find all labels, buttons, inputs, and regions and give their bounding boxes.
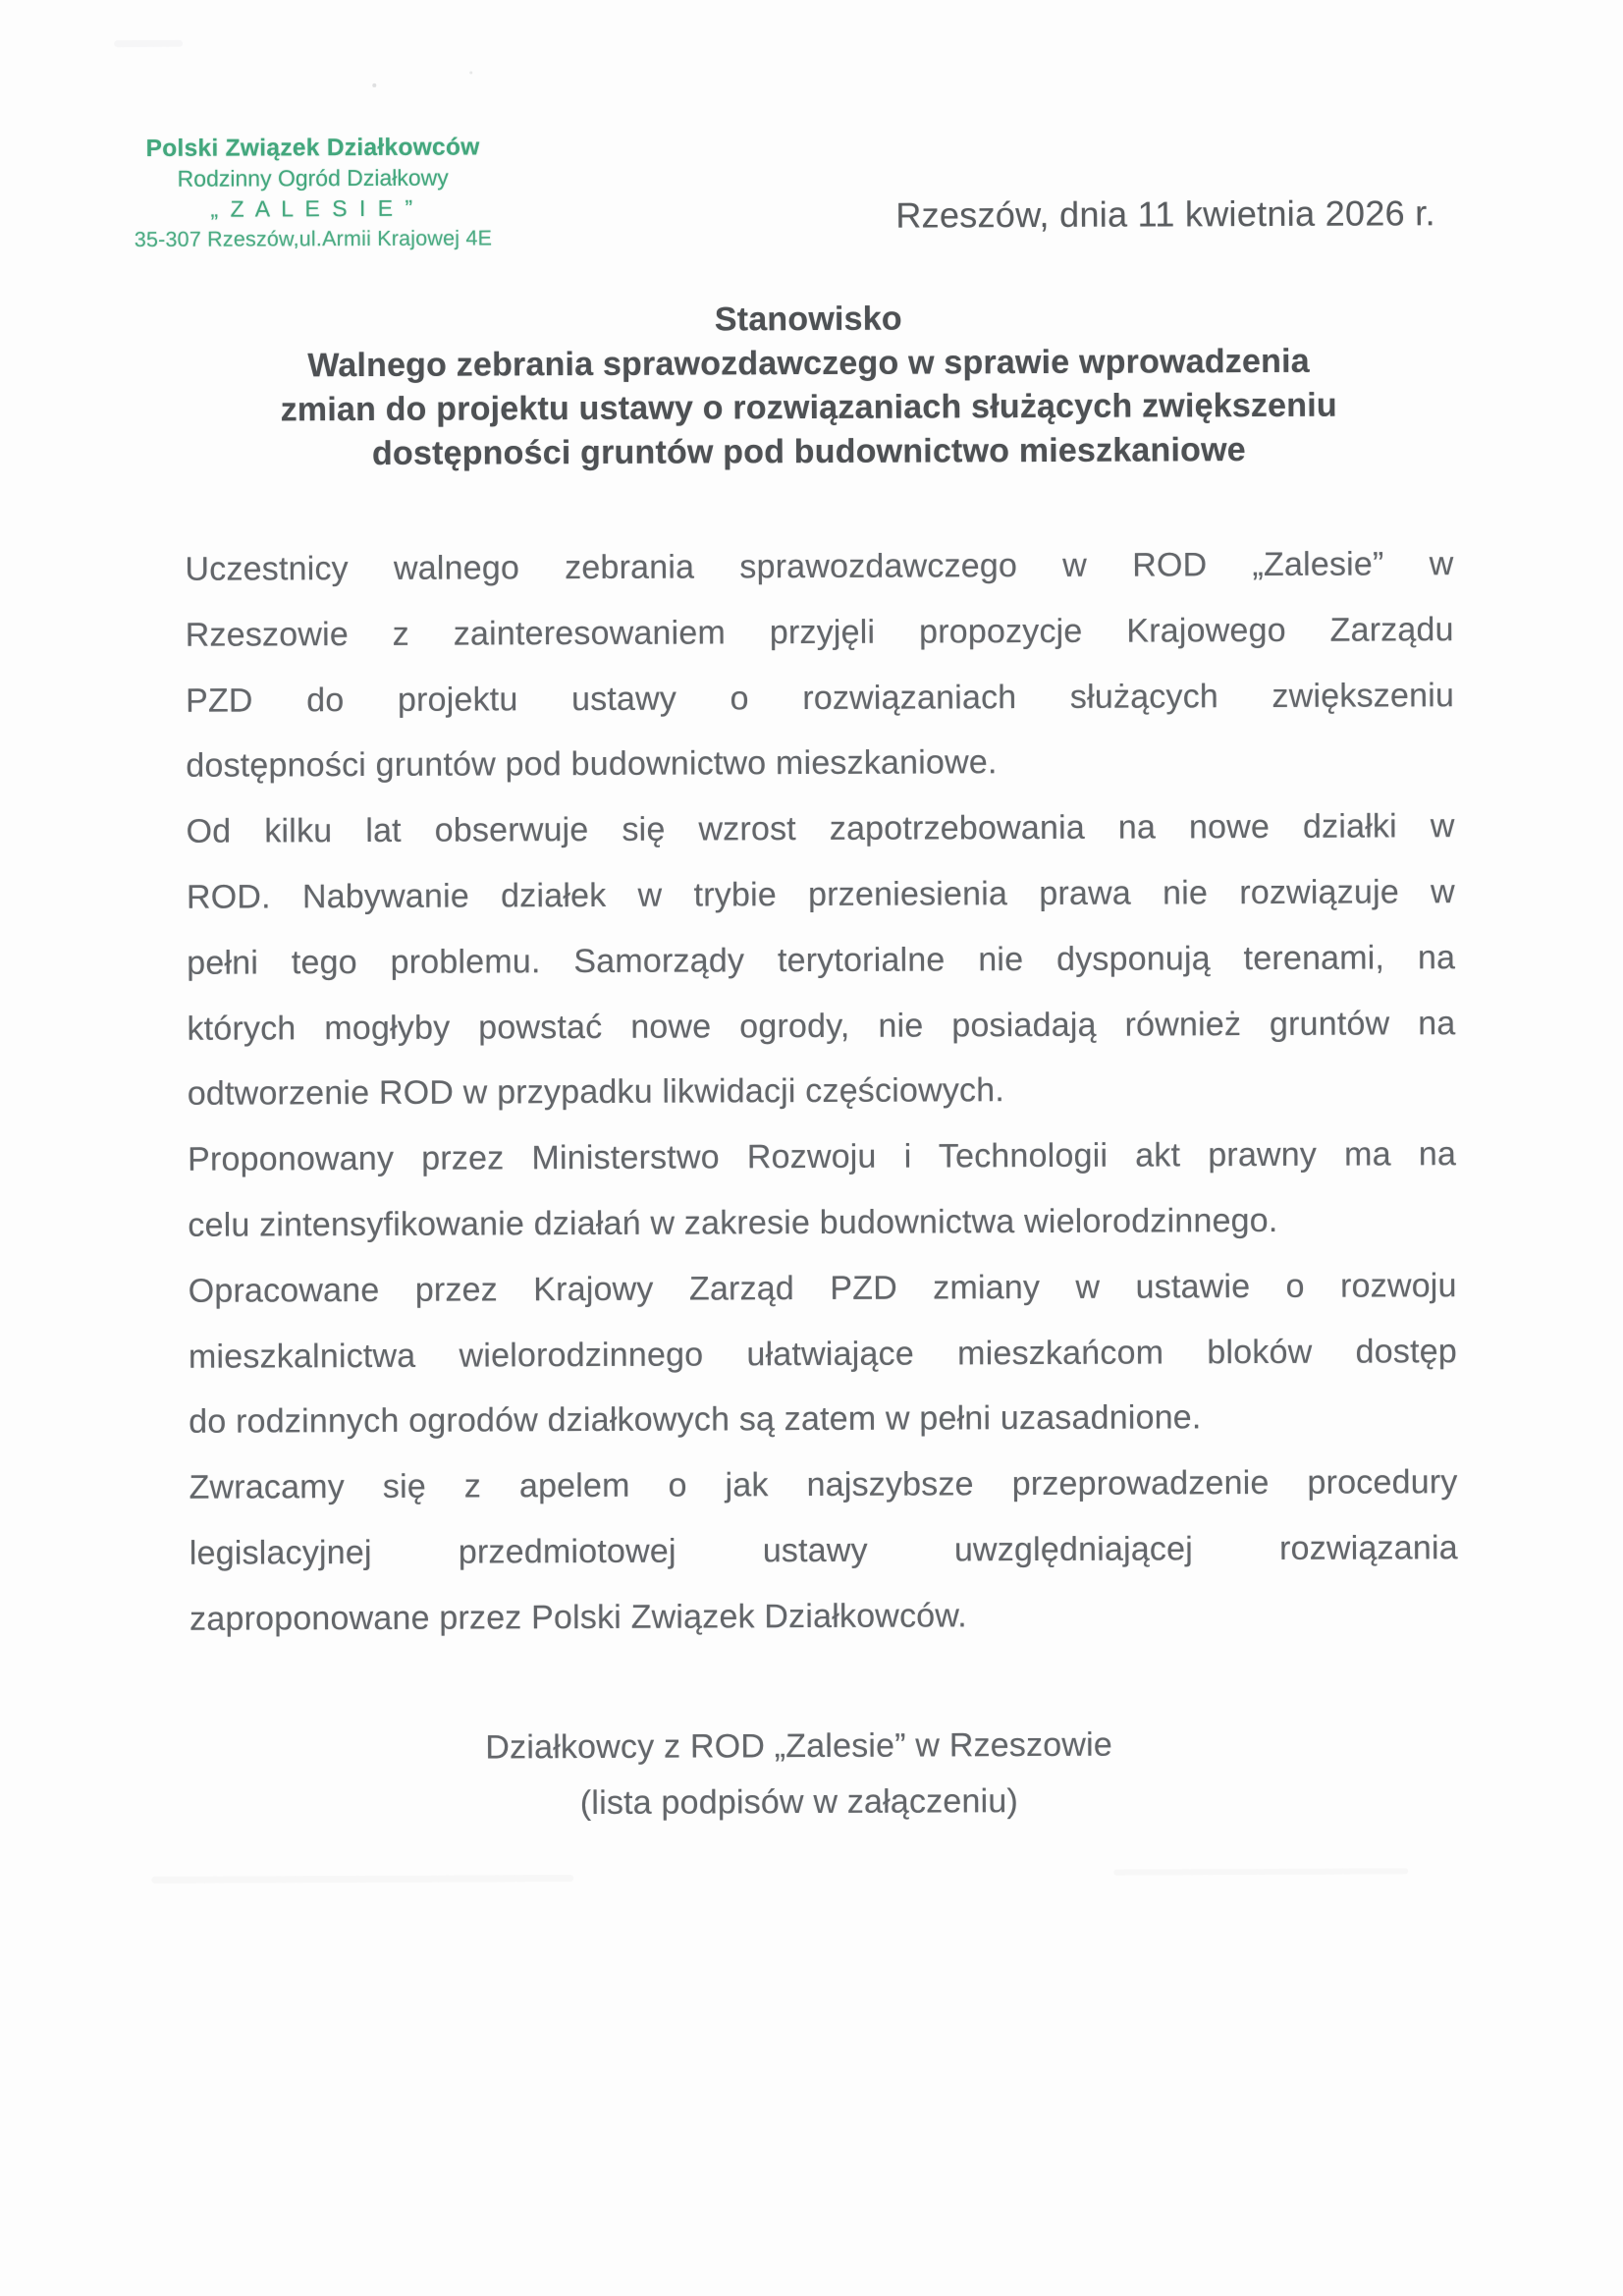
text-line: Zwracamy się z apelem o jak najszybsze przeprowadzenie procedury (189, 1463, 1458, 1506)
text-line: do rodzinnych ogrodów działkowych są zatem w pełni uzasadnione. (189, 1398, 1202, 1442)
text-line: zaproponowane przez Polski Związek Działkowców. (189, 1597, 967, 1638)
stamp-line: „ Z A L E S I E ” (210, 194, 416, 222)
scan-artifact (114, 40, 183, 47)
text-line: odtworzenie ROD w przypadku likwidacji częściowych. (187, 1071, 1005, 1114)
text-line: Uczestnicy walnego zebrania sprawozdawczego w ROD „Zalesie” w (185, 545, 1454, 588)
scan-artifact (1113, 1868, 1408, 1875)
scan-artifact (372, 83, 376, 87)
scan-artifact (469, 71, 472, 74)
text-line: ROD. Nabywanie działek w trybie przeniesienia prawa nie rozwiązuje w (186, 873, 1455, 916)
organization-stamp (121, 132, 507, 255)
closing-line: (lista podpisów w załączeniu) (579, 1782, 1019, 1823)
stamp-line: Polski Związek Działkowców (145, 134, 480, 162)
title-line: Stanowisko (714, 300, 902, 339)
text-line: Opracowane przez Krajowy Zarząd PZD zmiany w ustawie o rozwoju (188, 1266, 1457, 1310)
paragraph (186, 793, 1455, 1127)
paragraph (189, 1253, 1458, 1455)
text-line: PZD do projektu ustawy o rozwiązaniach służących zwiększeniu (185, 676, 1455, 720)
body-text (185, 531, 1458, 1652)
scan-artifact (151, 1875, 573, 1884)
text-line: Rzeszowie z zainteresowaniem przyjęli propozycje Krajowego Zarządu (185, 610, 1454, 654)
paragraph (189, 1449, 1458, 1652)
stamp-line: 35-307 Rzeszów,ul.Armii Krajowej 4E (134, 226, 493, 252)
stamp-line: Rodzinny Ogród Działkowy (177, 164, 449, 191)
paragraph (188, 1121, 1457, 1258)
text-line: mieszkalnictwa wielorodzinnego ułatwiające mieszkańcom bloków dostęp (188, 1332, 1458, 1376)
text-line: celu zintensyfikowanie działań w zakresie budownictwa wielorodzinnego. (188, 1201, 1278, 1244)
paragraph (185, 531, 1454, 799)
text-line: legislacyjnej przedmiotowej ustawy uwzględniającej rozwiązania (189, 1529, 1458, 1572)
text-line: Proponowany przez Ministerstwo Rozwoju i Technologii akt prawny ma na (187, 1135, 1457, 1178)
text-line: Od kilku lat obserwuje się wzrost zapotrzebowania na nowe działki w (186, 807, 1455, 850)
text-line: pełni tego problemu. Samorządy terytorialne nie dysponują terenami, na (187, 938, 1456, 982)
date-line: Rzeszów, dnia 11 kwietnia 2026 r. (895, 192, 1435, 236)
text-line: których mogłyby powstać nowe ogrody, nie posiadają również gruntów na (187, 1004, 1456, 1048)
title-line: zmian do projektu ustawy o rozwiązaniach służących zwiększeniu (280, 386, 1337, 429)
signature-block (190, 1716, 1408, 1832)
document-title (131, 295, 1487, 477)
text-line: dostępności gruntów pod budownictwo mieszkaniowe. (186, 743, 998, 786)
title-line: Walnego zebrania sprawozdawczego w sprawie wprowadzenia (307, 342, 1310, 385)
closing-line: Działkowcy z ROD „Zalesie” w Rzeszowie (485, 1725, 1113, 1767)
title-line: dostępności gruntów pod budownictwo mieszkaniowe (371, 431, 1246, 472)
